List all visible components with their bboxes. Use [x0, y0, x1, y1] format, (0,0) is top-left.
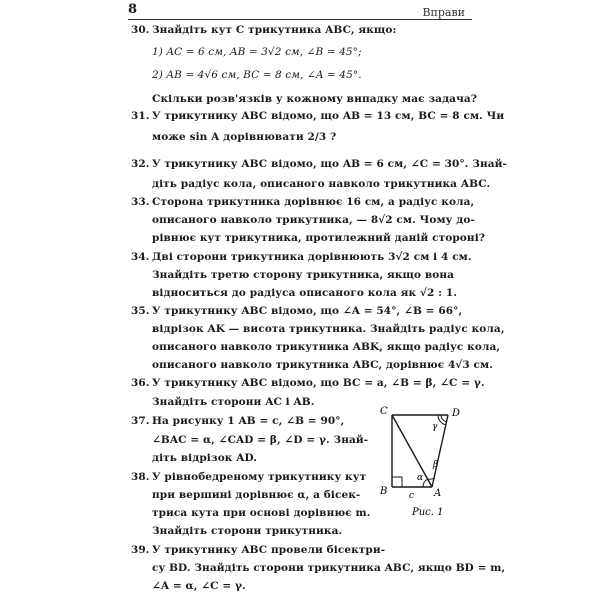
- header-rule: [128, 19, 472, 20]
- angle-gamma-arc: [441, 415, 447, 422]
- problem-32-line: У трикутнику ABC відомо, що AB = 6 см, ∠C = 30°. Знай-: [152, 158, 507, 170]
- problem-38-line: при вершині дорівнює α, а бісек-: [152, 489, 361, 501]
- problem-31-number: 31.: [131, 110, 150, 122]
- problem-33-line: рівнює кут трикутника, протилежний даній стороні?: [152, 232, 486, 244]
- problem-30-number: 30.: [131, 24, 150, 36]
- problem-31-line: У трикутнику ABC відомо, що AB = 13 см, BC = 8 см. Чи: [152, 110, 505, 122]
- problem-31-line: може sin A дорівнювати 2/3 ?: [152, 131, 337, 143]
- label-d: D: [452, 408, 461, 419]
- problem-39-line: ∠A = α, ∠C = γ.: [152, 580, 246, 592]
- angle-alpha-arc: [423, 479, 428, 487]
- label-beta: β: [433, 460, 439, 470]
- problem-37-line: ∠BAC = α, ∠CAD = β, ∠D = γ. Знай-: [152, 434, 369, 446]
- problem-38-line: триса кута при основі дорівнює m.: [152, 507, 371, 519]
- problem-38-line: Знайдіть сторони трикутника.: [152, 525, 343, 537]
- problem-30-line: Знайдіть кут C трикутника ABC, якщо:: [152, 24, 397, 36]
- label-gamma: γ: [432, 422, 438, 432]
- problem-35-line: описаного навколо трикутника ABK, якщо радіус кола,: [152, 341, 501, 353]
- problem-39-line: У трикутнику ABC провели бісектри-: [152, 544, 386, 556]
- problem-39-number: 39.: [131, 544, 150, 556]
- problem-33-line: Сторона трикутника дорівнює 16 см, а радіус кола,: [152, 196, 475, 208]
- problem-32-line: діть радіус кола, описаного навколо трикутника ABC.: [152, 178, 491, 190]
- problem-36-number: 36.: [131, 377, 150, 389]
- problem-38-line: У рівнобедреному трикутнику кут: [152, 471, 367, 483]
- problem-36-line: Знайдіть сторони AC і AB.: [152, 396, 315, 408]
- label-c: C: [380, 406, 388, 417]
- problem-35-line: описаного навколо трикутника ABC, дорівнює 4√3 см.: [152, 359, 494, 371]
- problem-30-line: 1) AC = 6 см, AB = 3√2 см, ∠B = 45°;: [152, 46, 362, 58]
- problem-38-number: 38.: [131, 471, 150, 483]
- angle-gamma-arc: [438, 415, 446, 425]
- figure-1: [370, 405, 470, 520]
- right-angle-mark: [392, 477, 402, 487]
- problem-34-line: відноситься до радіуса описаного кола як √2 : 1.: [152, 287, 458, 299]
- problem-35-line: відрізок AK — висота трикутника. Знайдіть радіус кола,: [152, 323, 505, 335]
- problem-39-line: су BD. Знайдіть сторони трикутника ABC, якщо BD = m,: [152, 562, 506, 574]
- label-alpha: α: [417, 473, 424, 483]
- problem-30-line: 2) AB = 4√6 см, BC = 8 см, ∠A = 45°.: [152, 69, 362, 81]
- problem-34-line: Знайдіть третю сторону трикутника, якщо вона: [152, 269, 455, 281]
- label-side-c: c: [409, 491, 415, 501]
- problem-33-line: описаного навколо трикутника, — 8√2 см. Чому до-: [152, 214, 475, 226]
- label-a: A: [434, 488, 442, 499]
- problem-37-line: На рисунку 1 AB = c, ∠B = 90°,: [152, 415, 345, 427]
- label-b: B: [380, 486, 388, 497]
- problem-35-line: У трикутнику ABC відомо, що ∠A = 54°, ∠B = 66°,: [152, 305, 463, 317]
- segment-ca: [392, 415, 432, 487]
- problem-37-line: діть відрізок AD.: [152, 452, 258, 464]
- problem-36-line: У трикутнику ABC відомо, що BC = a, ∠B = β, ∠C = γ.: [152, 377, 485, 389]
- problem-32-number: 32.: [131, 158, 150, 170]
- section-title: Вправи: [422, 6, 465, 19]
- problem-35-number: 35.: [131, 305, 150, 317]
- angle-beta-arc: [428, 478, 434, 479]
- problem-37-number: 37.: [131, 415, 150, 427]
- page-number: 8: [128, 2, 138, 17]
- figure-caption: Рис. 1: [412, 507, 444, 518]
- problem-33-number: 33.: [131, 196, 150, 208]
- problem-34-line: Дві сторони трикутника дорівнюють 3√2 см і 4 см.: [152, 251, 472, 263]
- problem-30-line: Скільки розв'язків у кожному випадку має задача?: [152, 93, 478, 105]
- problem-34-number: 34.: [131, 251, 150, 263]
